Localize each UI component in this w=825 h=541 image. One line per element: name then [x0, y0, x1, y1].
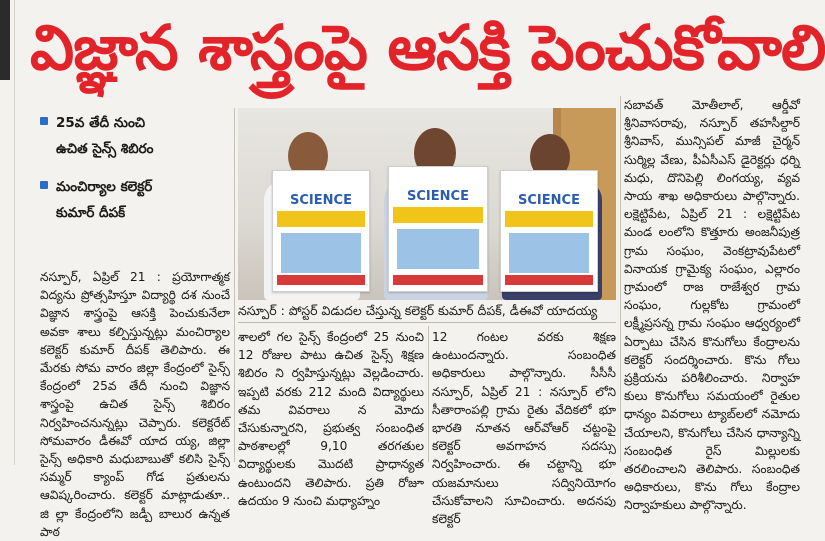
article-text: శాలలో గల సైన్స్ కేంద్రంలో 25 నుంచి 12 రోజుల పాటు ఉచిత సైన్స్ శిక్షణ శిబిరం ని ర్వహిస్తున్నట్లు వెల్లడించారు. ఇప్పటి వరకు 212 మంది విద్యార్థులు తమ వివరాలు న మోదు చేసుకున్నారని, ప్రభుత్వ సంబంధిత పాఠశాలల్లో 9,10 తరగతుల విద్యార్థులకు మొదటి ప్రాధాన్యత ఉంటుందని తెలిపారు. ప్రతి రోజూ ఉదయం 9 నుంచి మధ్యాహ్నం [238, 330, 424, 508]
column-divider [620, 96, 621, 462]
photo-caption: నస్పూర్ : పోస్టర్ విడుదల చేస్తున్న కలెక్టర్ కుమార్ దీపక్, డీఈవో యాదయ్య [238, 300, 616, 323]
highlight-points [40, 110, 230, 260]
article-column-2 [238, 328, 424, 508]
square-bullet-icon [40, 117, 48, 125]
highlight-line: ఉచిత సైన్స్ శిబిరం [56, 141, 154, 157]
highlight-line: మంచిర్యాల కలెక్టర్ [56, 179, 153, 195]
article-column-3 [432, 328, 616, 527]
column-divider [428, 326, 429, 462]
adjacent-column-edge [0, 0, 15, 465]
article-column-1 [40, 268, 230, 539]
news-photo [238, 108, 616, 300]
column-divider [234, 108, 235, 462]
highlight-point [40, 174, 230, 226]
science-poster: SCIENCE [272, 170, 370, 292]
science-poster: SCIENCE [500, 170, 598, 292]
article-text: సబావత్ మోతీలాల్, ఆర్డీవో శ్రీనివాసరావు, నస్పూర్ తహసీల్దార్ శ్రీనివాస్, మున్సిపల్ మాజీ చైర్మన్ సుర్మిల్ల వేణు, పీఏసీఎస్ డైరెక్టర్లు ధర్ని మధు, దొనిపెల్లి లింగయ్య, వ్యవ సాయ శాఖ అధికారులు పాల్గొన్నారు. లక్షెట్టిపేట, ఏప్రిల్ 21 : లక్షెట్టిపేట మండ లంలోని కొత్తూరు అంజనీపుత్ర గ్రామ సంఘం, వెంకట్రావుపేటలో వినాయక గ్రామైక్య సంఘం, ఎల్లారం గ్రామంలో రాజ రాజేశ్వర గ్రామ సంఘం, గుల్లకోట గ్రామంలో లక్ష్మీప్రసన్న గ్రామ సంఘం ఆధ్వర్యంలో ఏర్పాటు చేసిన కొనుగోలు కేంద్రాలను కలెక్టర్ సందర్శించారు. కొను గోలు ప్రక్రియను పరిశీలించారు. నిర్వాహ కులు కొనుగోలు సమయంలో రైతుల ధాన్యం వివరాలు ట్యాబ్‌లలో నమోదు చేయాలని, కొనుగోలు చేసిన ధాన్యాన్ని సంబంధిత రైస్ మిల్లులకు తరలించాలని తెలిపారు. సంబంధిత అధికారులు, కొను గోలు కేంద్రాల నిర్వాహకులు పాల్గొన్నారు. [624, 98, 800, 513]
highlight-line: కుమార్ దీపక్ [56, 205, 126, 221]
highlight-line: 25వ తేదీ నుంచి [56, 115, 146, 131]
science-poster: SCIENCE [388, 166, 488, 292]
headline: విజ్ఞాన శాస్త్రంపై ఆసక్తి పెంచుకోవాలి [30, 11, 825, 84]
square-bullet-icon [40, 181, 48, 189]
article-text: నస్పూర్, ఏప్రిల్ 21 : ప్రయోగాత్మక విద్యను ప్రోత్సహిస్తూ విద్యార్థి దశ నుంచే విజ్ఞాన శాస్త్రంపై ఆసక్తి పెంచుకునేలా అవకా శాలు కల్పిస్తున్నట్లు మంచిర్యాల కలెక్టర్ కుమార్ దీపక్ తెలిపారు. ఈ మేరకు సోమ వారం జిల్లా కేంద్రంలో సైన్స్ కేంద్రంలో 25వ తేదీ నుంచి విజ్ఞాన శాస్త్రంపై ఉచిత సైన్స్ శిబిరం నిర్వహించనున్నట్లు చెప్పారు. కలెక్టరేట్ సోమవారం డీఈవో యాద య్య, జిల్లా సైన్స్ అధికారి మధుబాబుతో కలిసి సైన్స్ సమ్మర్ క్యాంప్ గోడ ప్రతులను ఆవిష్కరించారు. కలెక్టర్ మాట్లాడుతూ.. జి ల్లా కేంద్రంలోని జడ్పీ బాలుర ఉన్నత పాఠ [40, 270, 230, 539]
article-text: 12 గంటల వరకు శిక్షణ ఉంటుందన్నారు. సంబంధిత అధికారులు పాల్గొన్నారు. సీసీసీ నస్పూర్, ఏప్రిల్ 21 : నస్పూర్ లోని సీతారాంపల్లి గ్రామ రైతు వేదికలో భూ భారతి నూతన ఆర్‌వోఆర్ చట్టంపై కలెక్టర్ అవగాహన సదస్సు నిర్వహించారు. ఈ చట్టాన్ని భూ యజమానులు సద్వినియోగం చేసుకోవాలని సూచించారు. అదనపు కలెక్టర్ [432, 330, 616, 527]
article-column-4 [624, 96, 800, 513]
adjacent-photo-edge [0, 0, 10, 80]
highlight-point [40, 110, 230, 162]
